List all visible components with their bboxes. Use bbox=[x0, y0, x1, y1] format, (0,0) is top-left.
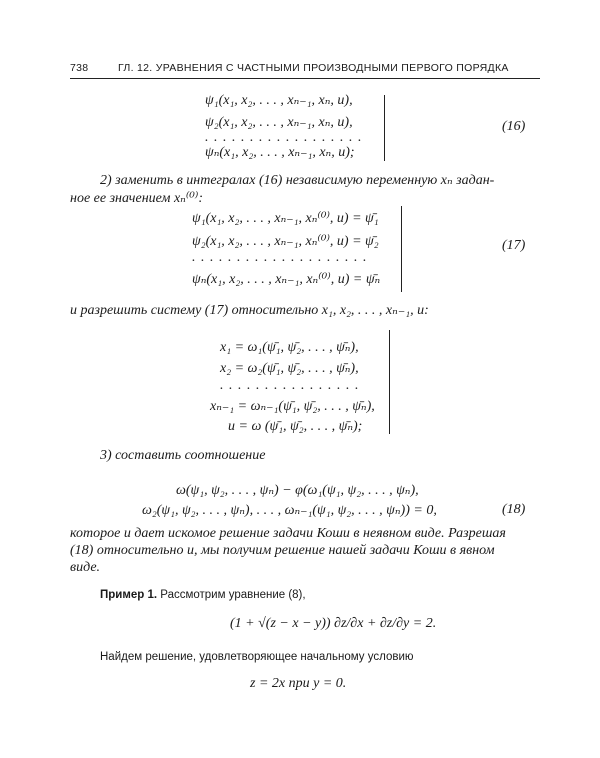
equation-number-17: (17) bbox=[502, 238, 526, 253]
conclusion-line-2: (18) относительно u, мы получим решение нашей задачи Коши в явном bbox=[70, 543, 495, 558]
solve-text: и разрешить систему (17) относительно x₁, x₂, . . . , xₙ₋₁, u: bbox=[70, 303, 429, 318]
header-rule bbox=[70, 78, 540, 79]
example-heading bbox=[100, 589, 306, 601]
omega-brace bbox=[383, 330, 390, 434]
system16-line-2: ψ₂(x₁, x₂, . . . , xₙ₋₁, xₙ, u), bbox=[205, 115, 353, 130]
omega-line-2: x₂ = ω₂(ψ̄₁, ψ̄₂, . . . , ψ̄ₙ), bbox=[220, 361, 359, 376]
example-equation: (1 + √(z − x − y)) ∂z/∂x + ∂z/∂y = 2. bbox=[230, 616, 437, 631]
equation-number-18: (18) bbox=[502, 502, 526, 517]
running-title: ГЛ. 12. УРАВНЕНИЯ С ЧАСТНЫМИ ПРОИЗВОДНЫМИ ПЕРВОГО ПОРЯДКА bbox=[118, 62, 509, 74]
system17-line-n: ψₙ(x₁, x₂, . . . , xₙ₋₁, xₙ⁽⁰⁾, u) = ψ̄ₙ bbox=[192, 272, 381, 287]
initial-condition: z = 2x при y = 0. bbox=[250, 676, 347, 691]
system16-dots: . . . . . . . . . . . . . . . . . . bbox=[205, 130, 363, 145]
eq18-line-2: ω₂(ψ₁, ψ₂, . . . , ψₙ), . . . , ωₙ₋₁(ψ₁, ψ₂, . . . , ψₙ)) = 0, bbox=[142, 503, 437, 518]
system17-dots: . . . . . . . . . . . . . . . . . . . . bbox=[192, 250, 368, 265]
step3-text: 3) составить соотношение bbox=[100, 448, 266, 463]
omega-line-u: u = ω (ψ̄₁, ψ̄₂, . . . , ψ̄ₙ); bbox=[228, 419, 363, 434]
conclusion-line-1: которое и дает искомое решение задачи Коши в неявном виде. Разрешая bbox=[70, 526, 506, 541]
system17-brace bbox=[395, 206, 402, 292]
omega-line-n1: xₙ₋₁ = ωₙ₋₁(ψ̄₁, ψ̄₂, . . . , ψ̄ₙ), bbox=[210, 399, 375, 414]
eq18-line-1: ω(ψ₁, ψ₂, . . . , ψₙ) − φ(ω₁(ψ₁, ψ₂, . . . , ψₙ), bbox=[176, 483, 419, 498]
system17-line-2: ψ₂(x₁, x₂, . . . , xₙ₋₁, xₙ⁽⁰⁾, u) = ψ̄₂ bbox=[192, 234, 379, 249]
conclusion-line-3: виде. bbox=[70, 560, 101, 575]
example-label: Пример 1. bbox=[100, 589, 158, 601]
system17-line-1: ψ₁(x₁, x₂, . . . , xₙ₋₁, xₙ⁽⁰⁾, u) = ψ̄₁ bbox=[192, 211, 379, 226]
find-text: Найдем решение, удовлетворяющее начальному условию bbox=[100, 651, 414, 663]
step2-line-1: 2) заменить в интегралах (16) независимую переменную xₙ задан- bbox=[100, 173, 495, 188]
system16-line-1: ψ₁(x₁, x₂, . . . , xₙ₋₁, xₙ, u), bbox=[205, 93, 353, 108]
system16-brace bbox=[378, 95, 385, 161]
omega-line-1: x₁ = ω₁(ψ̄₁, ψ̄₂, . . . , ψ̄ₙ), bbox=[220, 340, 359, 355]
system16-line-n: ψₙ(x₁, x₂, . . . , xₙ₋₁, xₙ, u); bbox=[205, 145, 355, 160]
page-number: 738 bbox=[70, 62, 89, 74]
example-text: Рассмотрим уравнение (8), bbox=[160, 589, 306, 601]
omega-dots: . . . . . . . . . . . . . . . . bbox=[220, 378, 360, 393]
equation-number-16: (16) bbox=[502, 119, 526, 134]
step2-line-2: ное ее значением xₙ⁽⁰⁾: bbox=[70, 191, 203, 206]
